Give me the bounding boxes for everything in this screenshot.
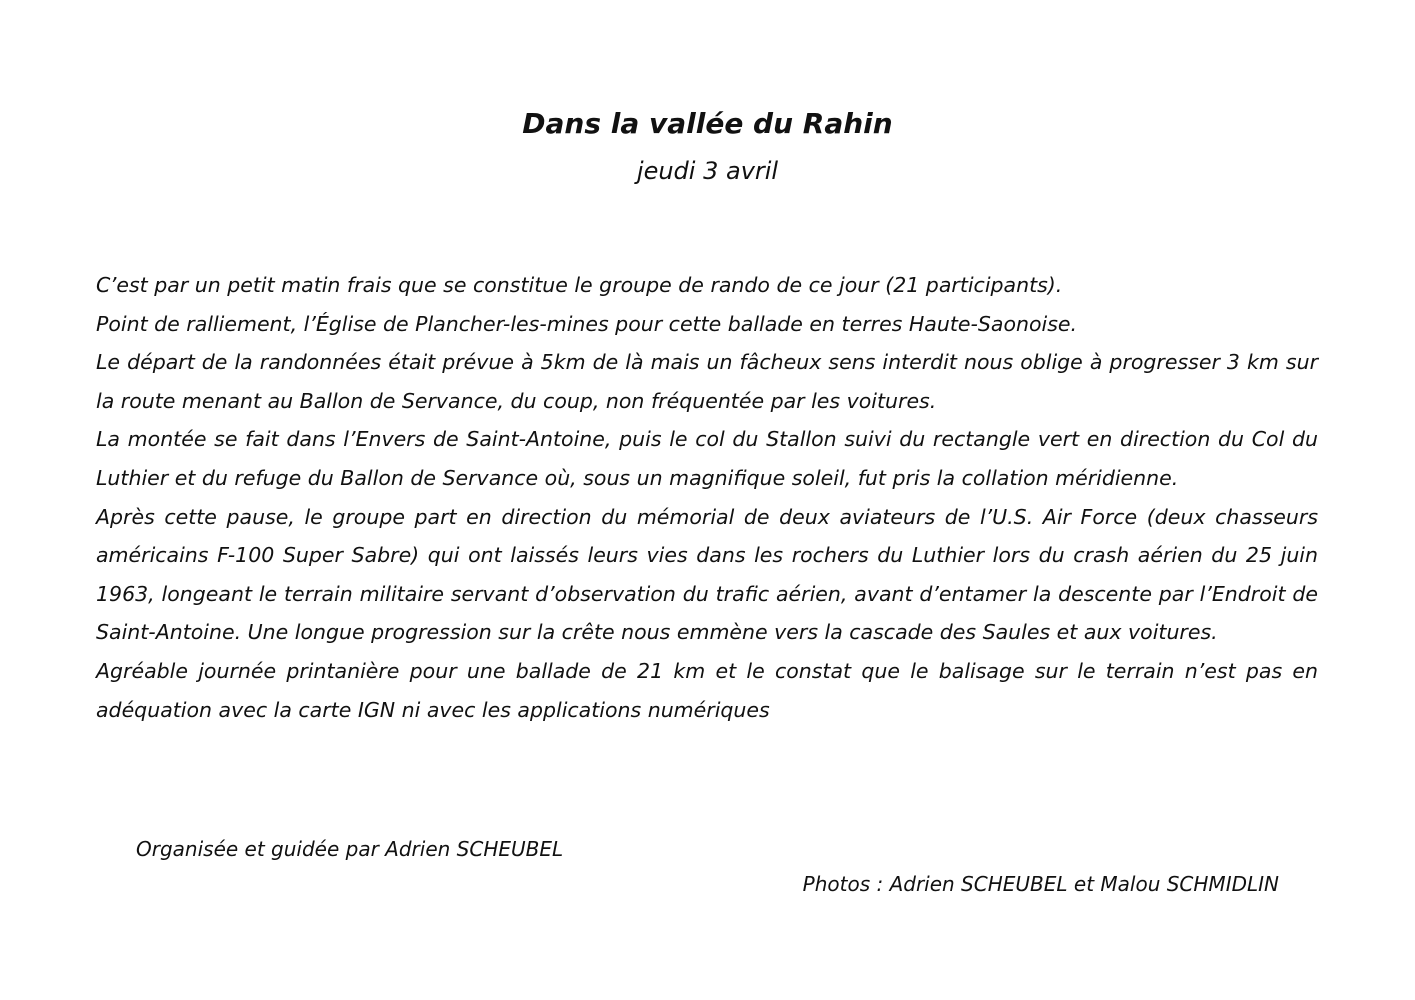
article-body: [96, 266, 1318, 729]
paragraph: Le départ de la randonnées était prévue à 5km de là mais un fâcheux sens interdit nous oblige à progresser 3 km sur la route menant au Ballon de Servance, du coup, non fréquentée par les voitures.: [96, 350, 1318, 413]
organizer-credit: Organisée et guidée par Adrien SCHEUBEL: [136, 837, 564, 861]
paragraph: C’est par un petit matin frais que se constitue le groupe de rando de ce jour (21 participants).: [96, 273, 1063, 297]
paragraph: La montée se fait dans l’Envers de Saint-Antoine, puis le col du Stallon suivi du rectangle vert en direction du Col du Luthier et du refuge du Ballon de Servance où, sous un magnifique soleil, fut pris la collation méridienne.: [96, 427, 1318, 490]
paragraph: Après cette pause, le groupe part en direction du mémorial de deux aviateurs de l’U.S. Air Force (deux chasseurs américains F-100 Super Sabre) qui ont laissés leurs vies dans les rochers du Luthier lors du crash aérien du 25 juin 1963, longeant le terrain militaire servant d’observation du trafic aérien, avant d’entamer la descente par l’Endroit de Saint-Antoine. Une longue progression sur la crête nous emmène vers la cascade des Saules et aux voitures.: [96, 504, 1318, 645]
page-date: jeudi 3 avril: [636, 157, 779, 185]
page-title: Dans la vallée du Rahin: [522, 107, 893, 140]
photo-credit: Photos : Adrien SCHEUBEL et Malou SCHMIDLIN: [802, 872, 1279, 896]
paragraph: Agréable journée printanière pour une ballade de 21 km et le constat que le balisage sur le terrain n’est pas en adéquation avec la carte IGN ni avec les applications numériques: [96, 658, 1318, 722]
paragraph: Point de ralliement, l’Église de Plancher-les-mines pour cette ballade en terres Haute-Saonoise.: [96, 311, 1078, 336]
